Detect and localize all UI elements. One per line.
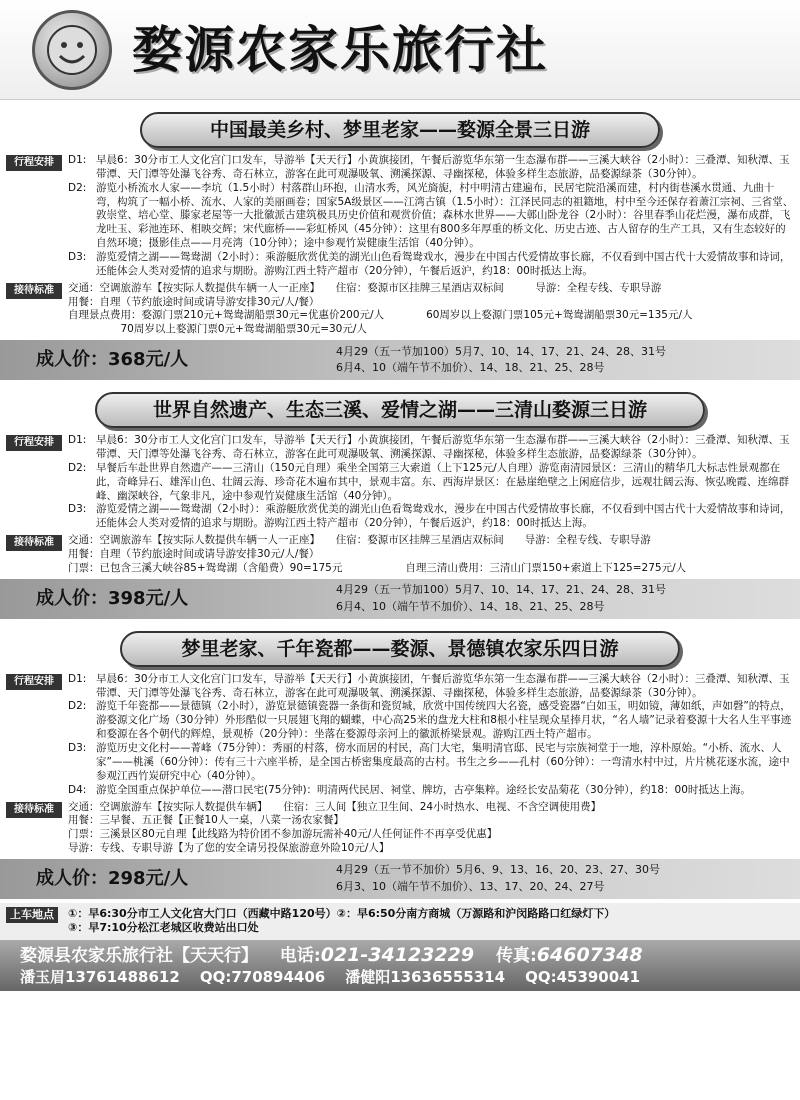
phone-number[interactable]: 021-34123229 bbox=[320, 943, 475, 966]
standard-line: 用餐：三早餐、五正餐【正餐10人一桌，八菜一汤农家餐】 bbox=[68, 814, 344, 827]
day-item bbox=[68, 784, 794, 798]
standard-line: 交通：空调旅游车【按实际人数提供车辆】 住宿：三人间【独立卫生间、24小时热水、电视、不含空调使用费】 bbox=[68, 800, 602, 813]
day-item bbox=[68, 154, 794, 182]
schedule-row bbox=[0, 154, 800, 279]
tour-section-1 bbox=[0, 112, 800, 380]
day-label: D4: bbox=[68, 783, 87, 796]
agency-title: 婺源农家乐旅行社 bbox=[132, 19, 548, 79]
adult-price: 成人价：398元/人 bbox=[36, 587, 189, 609]
day-text: 游览爱情之湖——鸳鸯湖（2小时）：乘游艇欣赏优美的湖光山色看鸳鸯戏水，漫步在中国古代爱情故事长廊，不仅看到中国古代十大爱情故事和诗词，还能体会人类对爱情的追求与期盼。游购江西土特产超市（20分钟），午餐后返沪，约18：00时抵达上海。 bbox=[96, 503, 791, 530]
standard-row bbox=[0, 801, 800, 856]
departure-dates: 6月4、10（端午节不加价）、14、18、21、25、28号 bbox=[336, 361, 605, 375]
pickup-line: ①：早6:30分市工人文化宫大门口（西藏中路120号）②：早6:50分南方商城（万源路和沪闵路路口红绿灯下） bbox=[68, 906, 616, 920]
standard-row bbox=[0, 282, 800, 337]
day-text: 游览千年瓷都——景德镇（2小时），游览景德镇瓷器一条街和瓷贸城，欣赏中国传统四大名瓷，感受瓷器“白如玉，明如镜，薄如纸，声如磬”的特点，游婺源文化广场（30分钟）外形酷似一只展翅飞翔的蝴蝶，中心高25米的盘龙大柱和8根小柱呈现众星捧月状，“名人墙”记录着婺源十大名人生平事迹和婺源在各个朝代的辉煌，景观桥（20分钟）：坐落在婺源母亲河上的徽派桥梁景观。游购江西土特产超市。 bbox=[96, 700, 792, 741]
standard-line: 导游：专线、专职导游【为了您的安全请另投保旅游意外险10元/人】 bbox=[68, 842, 390, 855]
contact-qq: QQ:770894406 bbox=[199, 968, 326, 987]
contact-qq: QQ:45390041 bbox=[525, 968, 641, 987]
price-bar bbox=[0, 859, 800, 899]
standard-tag: 接待标准 bbox=[6, 535, 62, 551]
price-bar bbox=[0, 579, 800, 619]
schedule-row bbox=[0, 673, 800, 798]
day-label: D2: bbox=[68, 700, 87, 713]
standard-line: 门票：已包含三溪大峡谷85+鸳鸯湖（含船费）90=175元 自理三清山费用：三清山门票150+索道上下125=275元/人 bbox=[68, 561, 687, 574]
day-label: D1: bbox=[68, 672, 87, 685]
standard-line: 用餐：自理（节约旅途时间或请导游安排30元/人/餐） bbox=[68, 548, 320, 561]
tour-section-3 bbox=[0, 631, 800, 899]
day-label: D1: bbox=[68, 154, 87, 166]
standard-line: 自理景点费用：婺源门票210元+鸳鸯湖船票30元=优惠价200元/人 60周岁以上婺源门票105元+鸳鸯湖船票30元=135元/人 bbox=[68, 309, 693, 322]
standard-tag: 接待标准 bbox=[6, 802, 62, 818]
phone-label: 电话: bbox=[279, 945, 321, 966]
day-text: 游览小桥流水人家——李坑（1.5小时）村落群山环抱，山清水秀，风光旖旎，村中明清古建遍布，民居宅院沿溪而建，村内街巷溪水贯通、九曲十弯，构筑了一幅小桥、流水、人家的美丽画卷；国家5A级景区——江湾古镇（1.5小时）：江泽民同志的祖籍地，村中至今还保存着萧江宗祠、三省堂、敦崇堂、培心堂、滕家老屋等一大批徽派古建筑极具历史价值和观赏价值；森林水世界——大鄣山卧龙谷（2小时）：谷里春季山花烂漫，瀑布成群，飞龙吐玉、彩池连环、相映交辉；宋代廊桥——彩虹桥风（45分钟）：这里有800多年厚重的桥文化、历史古迹、古人留存的生产工具，又有生态较好的自然环境；摄影佳点——月亮湾（10分钟）；途中参观竹炭健康生活馆（40分钟）。 bbox=[96, 181, 794, 250]
day-item bbox=[68, 434, 794, 462]
tour-title: 梦里老家、千年瓷都——婺源、景德镇农家乐四日游 bbox=[120, 631, 680, 667]
pickup-tag: 上车地点 bbox=[6, 907, 58, 924]
smiley-logo-icon bbox=[32, 10, 112, 90]
tour-title: 世界自然遗产、生态三溪、爱情之湖——三清山婺源三日游 bbox=[95, 392, 705, 428]
day-label: D2: bbox=[68, 461, 87, 474]
day-text: 早晨6：30分市工人文化宫门口发车，导游举【天天行】小黄旗接团，午餐后游览华东第一生态瀑布群——三溪大峡谷（2小时）：三叠潭、知秋潭、玉带潭、天门潭等处瀑飞谷秀、奇石林立，游客在此可观瀑吸氧、溯溪探源、寻幽探秘，体验多样生态旅游，品婺源绿茶（30分钟）。 bbox=[96, 672, 790, 699]
fax-label: 传真: bbox=[495, 945, 537, 966]
day-text: 游览历史文化村——菁峰（75分钟）：秀丽的村落，傍水而居的村民，高门大宅，集明清官邸、民宅与宗族祠堂于一地，淳朴原始。“小桥、流水、人家”——桃溪（60分钟）：传有三十六座半桥，是全国古桥密集度最高的古村。书生之乡——孔村（60分钟）：一弯清水村中过，片片桃花逐水流，途中参观江西竹炭研究中心（40分钟）。 bbox=[96, 742, 790, 782]
tour-title: 中国最美乡村、梦里老家——婺源全景三日游 bbox=[140, 112, 660, 148]
contact-person: 潘玉眉13761488612 bbox=[20, 968, 180, 987]
standard-line: 70周岁以上婺源门票0元+鸳鸯湖船票30元=30元/人 bbox=[68, 323, 367, 336]
schedule-tag: 行程安排 bbox=[6, 155, 62, 171]
day-label: D1: bbox=[68, 434, 87, 447]
day-item bbox=[68, 503, 794, 531]
schedule-tag: 行程安排 bbox=[6, 674, 62, 690]
standard-row bbox=[0, 534, 800, 576]
adult-price: 成人价：368元/人 bbox=[36, 349, 189, 371]
day-label: D3: bbox=[68, 742, 87, 755]
standard-line: 门票：三溪景区80元自理【此线路为特价团不参加游玩需补40元/人任何证件不再享受优惠】 bbox=[68, 828, 498, 841]
standard-line: 交通：空调旅游车【按实际人数提供车辆一人一正座】 住宿：婺源市区挂牌三星酒店双标间 导游：全程专线、专职导游 bbox=[68, 534, 651, 547]
day-item bbox=[68, 673, 794, 701]
day-text: 早餐后车赴世界自然遗产——三清山（150元自理）乘坐全国第三大索道（上下125元/人自理）游览南清园景区：三清山的精华几大标志性景观都在此，奇峰异石、雄浑山色、壮阔云海、珍奇花木遍布其中，景观丰富。东、西海岸景区：在悬崖绝壁之上闲庭信步，远观壮阔云海、恢弘晚霞、连绵群峰、幽深峡谷，气象非凡，途中参观竹炭健康生活馆（40分钟）。 bbox=[96, 461, 789, 502]
pickup-points bbox=[0, 903, 800, 940]
departure-dates: 4月29（五一节加100）5月7、10、14、17、21、24、28、31号 bbox=[336, 344, 666, 358]
day-text: 游览爱情之湖——鸳鸯湖（2小时）：乘游艇欣赏优美的湖光山色看鸳鸯戏水，漫步在中国古代爱情故事长廊，不仅看到中国古代十大爱情故事和诗词，还能体会人类对爱情的追求与期盼。游购江西土特产超市（20分钟），午餐后返沪，约18：00时抵达上海。 bbox=[96, 251, 791, 277]
tour-section-2 bbox=[0, 392, 800, 619]
day-label: D2: bbox=[68, 181, 87, 194]
header bbox=[0, 0, 800, 100]
day-label: D3: bbox=[68, 503, 87, 516]
day-text: 早晨6：30分市工人文化宫门口发车，导游举【天天行】小黄旗接团，午餐后游览华东第一生态瀑布群——三溪大峡谷（2小时）：三叠潭、知秋潭、玉带潭、天门潭等处瀑飞谷秀、奇石林立，游客在此可观瀑吸氧、溯溪探源、寻幽探秘，体验多样生态旅游，品婺源绿茶（30分钟）。 bbox=[96, 434, 790, 461]
day-item bbox=[68, 700, 794, 742]
contact-footer bbox=[0, 940, 800, 991]
standard-line: 交通：空调旅游车【按实际人数提供车辆一人一正座】 住宿：婺源市区挂牌三星酒店双标间 导游：全程专线、专职导游 bbox=[68, 281, 662, 294]
standard-line: 用餐：自理（节约旅途时间或请导游安排30元/人/餐） bbox=[68, 295, 320, 308]
day-text: 游览全国重点保护单位——潜口民宅(75分钟)：明清两代民居、祠堂、牌坊，古亭集粹。途经长安品菊花（30分钟），约18：00时抵达上海。 bbox=[96, 783, 751, 796]
schedule-row bbox=[0, 434, 800, 531]
adult-price: 成人价：298元/人 bbox=[36, 868, 189, 890]
day-text: 早晨6：30分市工人文化宫门口发车，导游举【天天行】小黄旗接团，午餐后游览华东第一生态瀑布群——三溪大峡谷（2小时）：三叠潭、知秋潭、玉带潭、天门潭等处瀑飞谷秀、奇石林立，游客在此可观瀑吸氧、溯溪探源、寻幽探秘，体验多样生态旅游，品婺源绿茶（30分钟）。 bbox=[96, 154, 790, 180]
agency-name: 婺源县农家乐旅行社【天天行】 bbox=[20, 945, 258, 966]
departure-dates: 4月29（五一节加100）5月7、10、14、17、21、24、28、31号 bbox=[336, 583, 666, 597]
day-item bbox=[68, 742, 794, 784]
pickup-line: ③：早7:10分松江老城区收费站出口处 bbox=[68, 921, 259, 935]
day-label: D3: bbox=[68, 251, 87, 264]
departure-dates: 6月3、10（端午节不加价）、13、17、20、24、27号 bbox=[336, 879, 605, 893]
departure-dates: 4月29（五一节不加价）5月6、9、13、16、20、23、27、30号 bbox=[336, 863, 660, 877]
day-item bbox=[68, 462, 794, 504]
fax-number: 64607348 bbox=[536, 943, 643, 966]
standard-tag: 接待标准 bbox=[6, 283, 62, 299]
contact-person: 潘健阳13636555314 bbox=[345, 968, 506, 987]
schedule-tag: 行程安排 bbox=[6, 435, 62, 451]
price-bar bbox=[0, 340, 800, 380]
day-item bbox=[68, 182, 794, 251]
day-item bbox=[68, 251, 794, 279]
departure-dates: 6月4、10（端午节不加价）、14、18、21、25、28号 bbox=[336, 599, 605, 613]
